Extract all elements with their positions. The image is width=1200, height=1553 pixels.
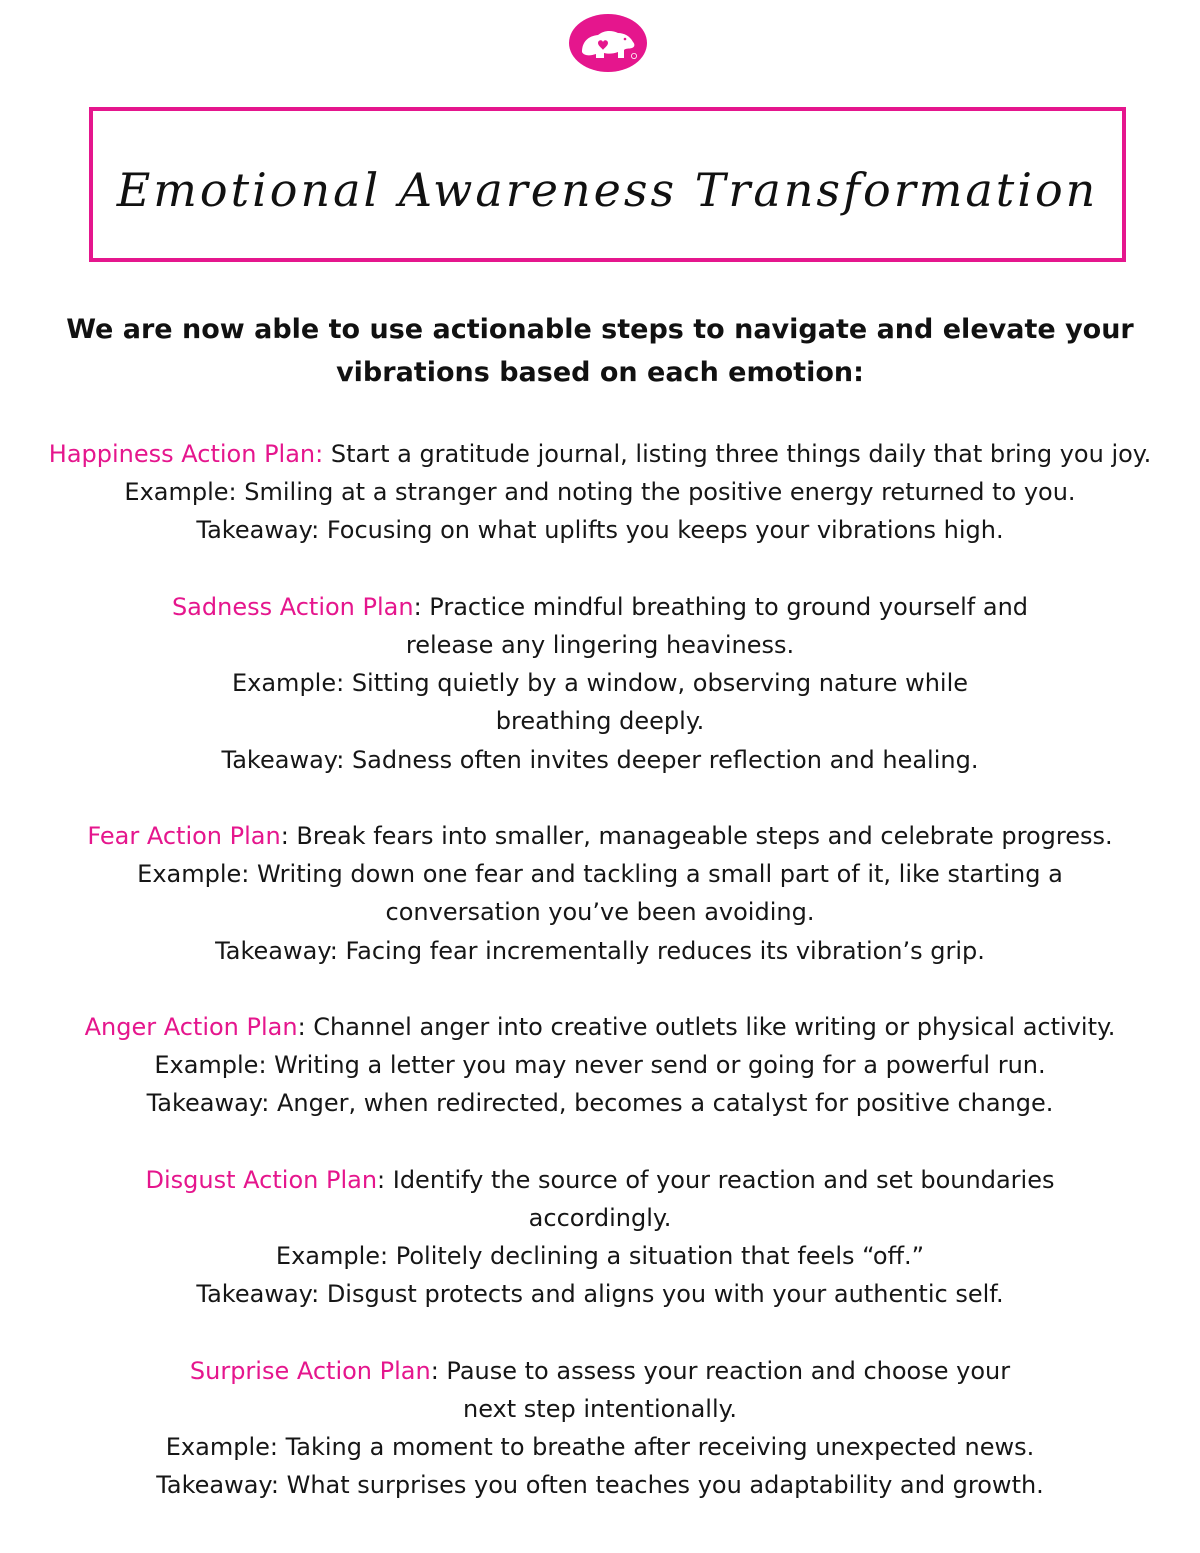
plan-line: Example: Writing a letter you may never send or going for a powerful run.	[154, 1051, 1046, 1080]
plan-line: Example: Writing down one fear and tackling a small part of it, like starting a	[137, 860, 1063, 889]
plan-line: Example: Taking a moment to breathe after receiving unexpected news.	[165, 1433, 1035, 1462]
plan-line: Takeaway: Focusing on what uplifts you keeps your vibrations high.	[196, 516, 1004, 545]
plan-line	[40, 1352, 1160, 1390]
plan-line: Takeaway: Facing fear incrementally reduces its vibration’s grip.	[215, 936, 985, 965]
plan-label: Disgust Action Plan	[145, 1165, 378, 1194]
plan-line	[40, 1161, 1160, 1199]
plan-label: Anger Action Plan	[84, 1013, 298, 1041]
plan-text: : Pause to assess your reaction and choose your	[430, 1356, 1011, 1385]
plan-text: Start a gratitude journal, listing three things daily that bring you joy.	[323, 440, 1152, 468]
plan-line: next step intentionally.	[462, 1395, 738, 1423]
plan-line	[40, 817, 1160, 855]
plan-line: Takeaway: What surprises you often teaches you adaptability and growth.	[156, 1471, 1044, 1500]
plan-line: conversation you’ve been avoiding.	[385, 898, 815, 927]
plan-label: Happiness Action Plan:	[48, 440, 324, 468]
plan-label: Sadness Action Plan	[171, 592, 414, 621]
intro-line: vibrations based on each emotion:	[336, 357, 864, 388]
plan-line: Example: Politely declining a situation that feels “off.”	[275, 1242, 925, 1271]
action-plans	[40, 435, 1160, 1543]
plan-disgust	[40, 1161, 1160, 1314]
plan-line	[40, 1008, 1160, 1046]
plan-text: : Channel anger into creative outlets like writing or physical activity.	[297, 1013, 1116, 1041]
plan-line: breathing deeply.	[495, 707, 705, 736]
plan-text: : Identify the source of your reaction and set boundaries	[377, 1165, 1055, 1194]
plan-happiness	[40, 435, 1160, 550]
plan-line	[40, 588, 1160, 626]
plan-surprise	[40, 1352, 1160, 1505]
plan-fear	[40, 817, 1160, 970]
plan-text: : Practice mindful breathing to ground yourself and	[413, 592, 1029, 621]
plan-line: Example: Smiling at a stranger and noting the positive energy returned to you.	[124, 478, 1076, 507]
intro-text	[60, 308, 1140, 394]
title-frame	[89, 107, 1126, 262]
plan-line: release any lingering heaviness.	[405, 631, 795, 659]
plan-label: Surprise Action Plan	[189, 1356, 431, 1385]
page-title: Emotional Awareness Transformation	[116, 162, 1099, 217]
plan-line: Takeaway: Sadness often invites deeper reflection and healing.	[221, 745, 979, 774]
plan-sadness	[40, 588, 1160, 779]
plan-line: Takeaway: Disgust protects and aligns you with your authentic self.	[196, 1280, 1004, 1309]
plan-line	[40, 435, 1160, 473]
plan-line: Example: Sitting quietly by a window, observing nature while	[231, 669, 969, 698]
plan-text: : Break fears into smaller, manageable steps and celebrate progress.	[280, 822, 1113, 850]
plan-label: Fear Action Plan	[87, 822, 281, 850]
plan-line: accordingly.	[528, 1204, 672, 1232]
plan-anger	[40, 1008, 1160, 1123]
polar-bear-heart-logo	[568, 12, 648, 72]
plan-line: Takeaway: Anger, when redirected, becomes a catalyst for positive change.	[146, 1089, 1054, 1118]
intro-line: We are now able to use actionable steps to navigate and elevate your	[66, 314, 1134, 345]
